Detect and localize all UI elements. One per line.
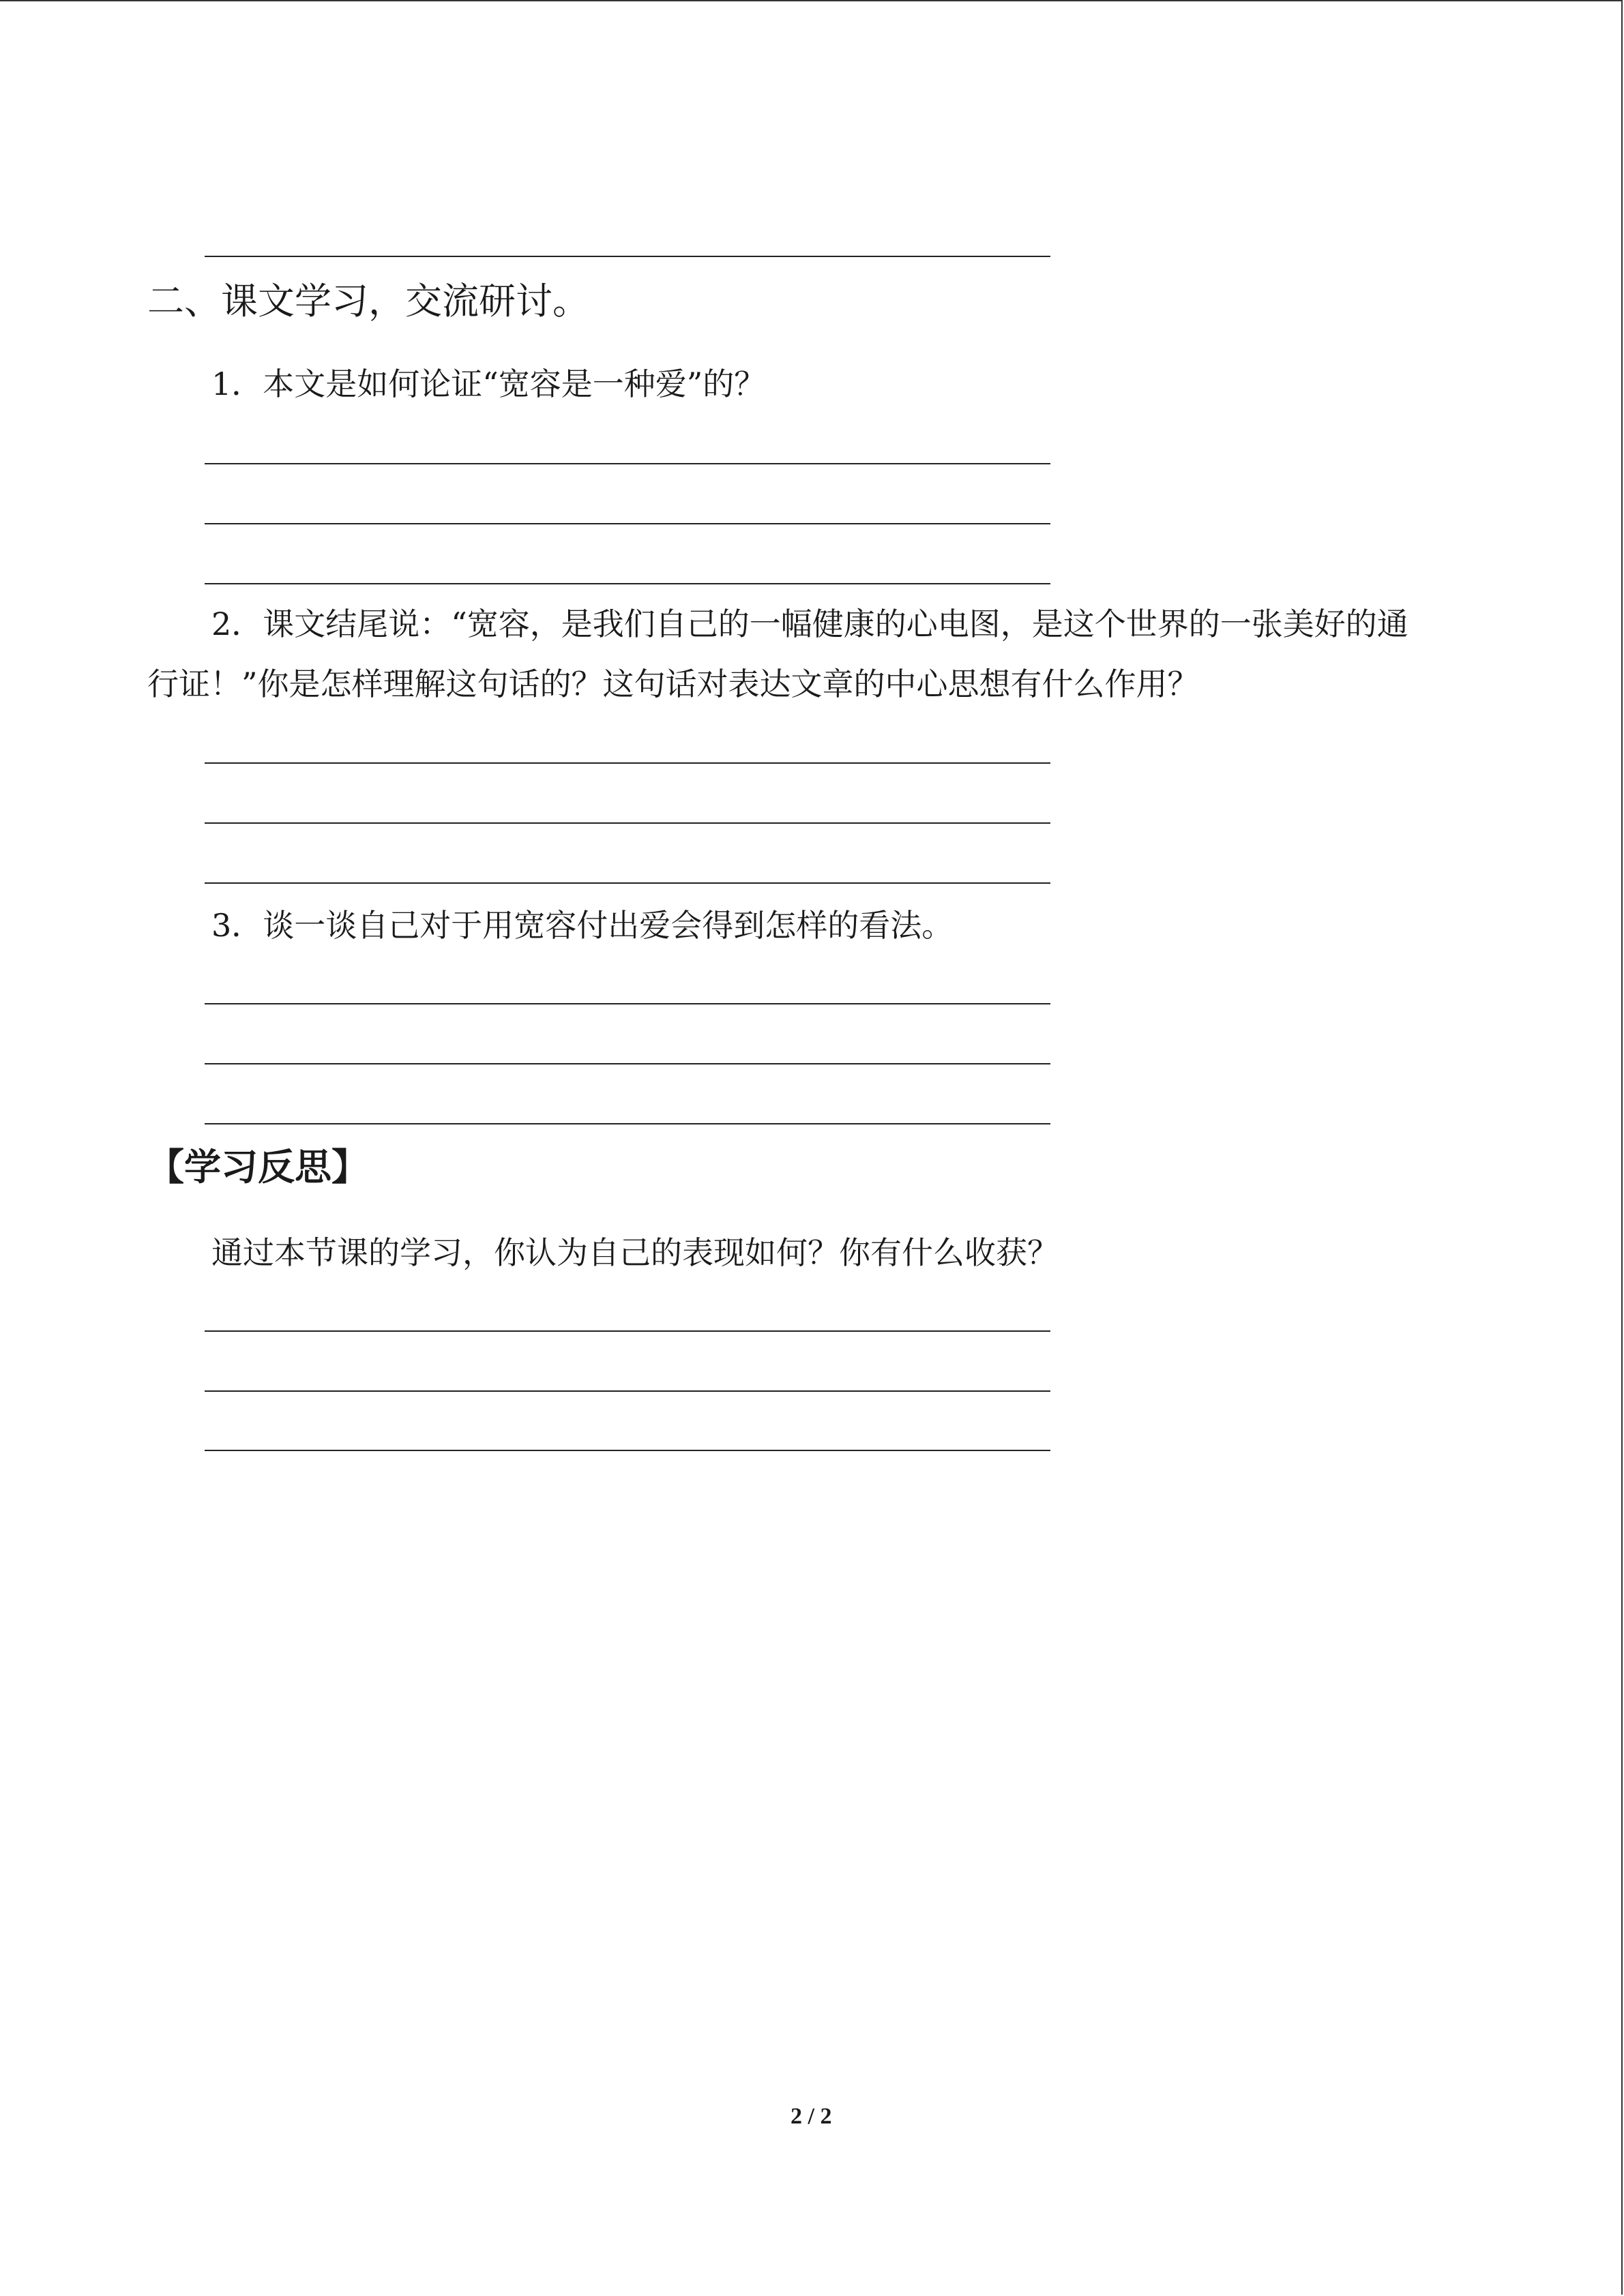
- answer-line[interactable]: [205, 583, 1050, 584]
- answer-line[interactable]: [205, 1390, 1050, 1392]
- section-title: 二、课文学习，交流研讨。: [147, 280, 589, 323]
- answer-line[interactable]: [205, 1450, 1050, 1451]
- answer-line[interactable]: [205, 762, 1050, 764]
- question-3: 3．谈一谈自己对于用宽容付出爱会得到怎样的看法。: [211, 907, 954, 944]
- question-2-line-1: 2．课文结尾说：“宽容，是我们自己的一幅健康的心电图，是这个世界的一张美好的通: [211, 606, 1408, 642]
- reflection-heading: 【学习反思】: [147, 1146, 368, 1189]
- answer-line[interactable]: [205, 822, 1050, 824]
- question-2-line-2: 行证！”你是怎样理解这句话的？这句话对表达文章的中心思想有什么作用？: [147, 666, 1199, 702]
- answer-line[interactable]: [205, 256, 1050, 257]
- reflection-prompt: 通过本节课的学习，你认为自己的表现如何？你有什么收获？: [211, 1234, 1059, 1271]
- answer-line[interactable]: [205, 1330, 1050, 1332]
- page-number: 2 / 2: [791, 2104, 832, 2129]
- answer-line[interactable]: [205, 463, 1050, 464]
- question-1: 1．本文是如何论证“宽容是一种爱”的？: [211, 366, 766, 402]
- answer-line[interactable]: [205, 1123, 1050, 1124]
- answer-line[interactable]: [205, 882, 1050, 884]
- answer-line[interactable]: [205, 1063, 1050, 1064]
- answer-line[interactable]: [205, 1003, 1050, 1004]
- answer-line[interactable]: [205, 523, 1050, 524]
